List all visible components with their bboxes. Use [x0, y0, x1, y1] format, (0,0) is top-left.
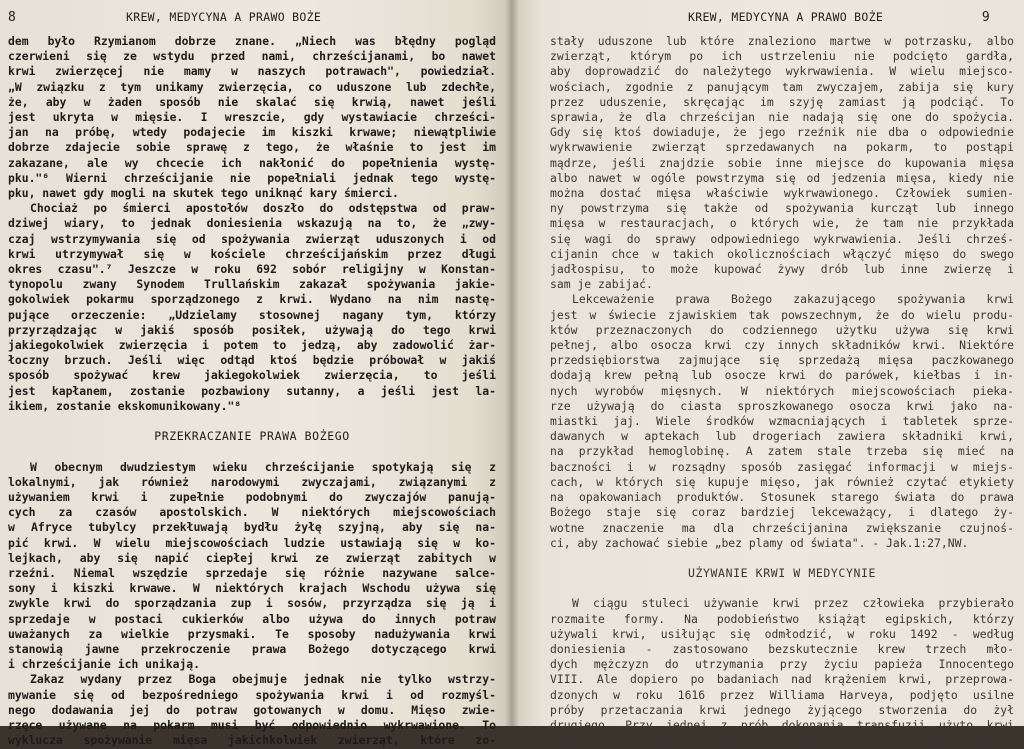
right-block1-line: któw przeznaczonych do codziennego użytku używa się krwi	[550, 322, 1014, 337]
left-block1-line: że, aby w żaden sposób nie skalać się krwią, nawet jeśli	[8, 94, 496, 109]
right-block1-line: cach, w których się kupuje mięso, jak również czytać etykiety	[550, 474, 1014, 489]
right-block2-line: VIII. Ale dopiero po badaniach nad krążeniem krwi, przeprowa-	[550, 672, 1014, 687]
left-block2-line: nego dodawania jej do potraw gotowanych w domu. Mięso zwie-	[8, 702, 496, 717]
left-block1-line: jest kapłanem, zostanie pozbawiony sutanny, a jeśli jest la-	[8, 383, 496, 398]
right-block2-line: używali krwi, usiłując się odmłodzić, w roku 1492 - według	[550, 626, 1014, 641]
left-block2-line: w Afryce tubylcy przekłuwają bydłu żyłę szyjną, aby się na-	[8, 520, 496, 535]
right-block2-line: próby przetaczania krwi jednego żyjącego stworzenia do żył	[550, 702, 1014, 717]
blank-spacer	[8, 414, 496, 429]
right-page-header	[550, 10, 1014, 34]
left-page-number: 8	[8, 10, 17, 25]
right-block1-line: Gdy się ktoś dowiaduje, że jego rzeźnik nie dba o odpowiednie	[550, 125, 1014, 140]
left-block1-line: tynopolu zwany Synodem Trullańskim zakazał spożywania jakie-	[8, 277, 496, 292]
blank-spacer	[550, 551, 1014, 566]
right-page-body	[550, 34, 1014, 749]
left-block1-line: dziwej wiary, to jednak doniesienia wskazują na to, że „zwy-	[8, 216, 496, 231]
right-block2-line: dzonych w roku 1616 przez Williama Harveya, podjęto usilne	[550, 687, 1014, 702]
left-block2-line: sony i kiszki krwawe. W niektórych krajach Wschodu używa się	[8, 581, 496, 596]
left-block1-line: zakazane, ale wy chcecie ich nakłonić do popełnienia wystę-	[8, 155, 496, 170]
right-running-title: KREW, MEDYCYNA A PRAWO BOŻE	[688, 10, 884, 24]
right-block2-line: jagnięcia z pozornie dobrymi wynikami, kiedy jednak później	[550, 733, 1014, 748]
left-block1-line: „W związku z tym unikamy zwierzęcia, co uduszone lub zdechłe,	[8, 79, 496, 94]
right-block1-line: baczności i w rozsądny sposób zasięgać informacji w miejs-	[550, 459, 1014, 474]
right-page-number: 9	[981, 10, 990, 25]
right-block1-line: jest w świecie zjawiskiem tak powszechnym, że do wielu produ-	[550, 307, 1014, 322]
left-block2-line: zwykle krwi do sporządzania zup i sosów, przyrządza się ją i	[8, 596, 496, 611]
left-block2-line: stanowią jawne przekroczenie prawa Bożego dotyczącego krwi	[8, 642, 496, 657]
left-block1-line: pujące orzeczenie: „Udzielamy stosownej nagany tym, którzy	[8, 307, 496, 322]
right-block1-line: przedsiębiorstwa zajmujące się sprzedażą mięsa paczkowanego	[550, 353, 1014, 368]
left-block2-line: lejkach, aby się napić ciepłej krwi ze zwierząt zabitych w	[8, 550, 496, 565]
right-block1-line: nych wyrobów mięsnych. W niektórych miejscowościach pieka-	[550, 383, 1014, 398]
left-block1-line: czaj wstrzymywania się od spożywania zwierząt uduszonych i od	[8, 231, 496, 246]
right-block1-line: ci, aby zachować siebie „bez plamy od świata". - Jak.1:27,NW.	[550, 535, 969, 550]
right-block1-line: rze używają do ciasta sproszkowanego osocza krwi jako na-	[550, 398, 1014, 413]
right-block1-line: cijanin chce w takich okolicznościach włączyć mięso do swego	[550, 246, 1014, 261]
left-block1-line: gokolwiek pokarmu sporządzonego z krwi. Wydano na nim nastę-	[8, 292, 496, 307]
left-block2-line: uważanych za wielkie przysmaki. Te sposoby nadużywania krwi	[8, 626, 496, 641]
left-block1-line: łoczny brzuch. Jeśli więc odtąd ktoś będzie próbował w jakiś	[8, 353, 496, 368]
left-block2-line: używaniem krwi i zupełnie podobnymi do zwyczajów panują-	[8, 490, 496, 505]
right-block1-line: ny powstrzyma się także od spożywania kurcząt lub innego	[550, 201, 1014, 216]
right-block1-line: stały uduszone lub które znaleziono martwe w potrzasku, albo	[550, 34, 1014, 48]
left-block2-line: pić krwi. W wielu miejscowościach ludzie ustawiają się w ko-	[8, 535, 496, 550]
right-block1-line: sam je zabijać.	[550, 277, 653, 292]
left-block2-line: sprzedaje w postaci cukierków albo używa do innych potraw	[8, 611, 496, 626]
right-block1-line: zwierząt, którym po ich ustrzeleniu nie podcięto gardła,	[550, 49, 1014, 64]
right-block2-line: drugiego. Przy jednej z prób dokonania transfuzji użyto krwi	[550, 718, 1014, 733]
right-block1-line: się wagi do sprawy odpowiedniego wykrwawienia. Jeśli chrześ-	[550, 231, 1014, 246]
right-block1-line: jadłospisu, to może kupować żywy drób lub inne zwierzę i	[550, 262, 1014, 277]
right-page	[512, 0, 1024, 748]
right-block1-line: na opakowaniach produktów. Stosunek starego świata do prawa	[550, 490, 1014, 505]
left-block1-line: sposób spożywać krew jakiegokolwiek zwierzęcia, to jeśli	[8, 368, 496, 383]
left-block2-line: rzeźni. Niemal wszędzie sprzedaje się różnie nazywane salce-	[8, 566, 496, 581]
left-block2-line: W obecnym dwudziestym wieku chrześcijanie spotykają się z	[30, 459, 496, 474]
left-block1-line: dem było Rzymianom dobrze znane. „Niech was błędny pogląd	[8, 34, 496, 48]
left-block2-line: rzęce używane na pokarm musi być odpowiednio wykrwawione. To	[8, 718, 496, 733]
right-block1-line: sprawia, że dla chrześcijan nie nadają się one do spożycia.	[550, 110, 1014, 125]
left-block1-line: pku, nawet gdy mogli na skutek tego uniknąć kary śmierci.	[8, 186, 399, 201]
right-block1-line: przez uduszenie, skręcając im szyję zamiast ją podciąć. To	[550, 94, 1014, 109]
right-block1-line: mądrze, jeśli znajdzie sobie inne miejsce do kupowania mięsa	[550, 155, 1014, 170]
left-block1-line: dobrze zdajecie sobie sprawę z tego, że właśnie to jest im	[8, 140, 496, 155]
right-block1-line: dodają krew pełną lub osocze krwi do parówek, kiełbas i in-	[550, 368, 1014, 383]
left-block1-line: jakiegokolwiek zwierzęcia i potem to jedzą, aby zadowolić żar-	[8, 338, 496, 353]
left-page	[0, 0, 512, 748]
right-block1-line: na przykład hemoglobinę. A zatem stale trzeba się mieć na	[550, 444, 1014, 459]
left-block1-line: przyrządzając w jakiś sposób posiłek, używają do tego krwi	[8, 322, 496, 337]
left-page-body	[8, 34, 496, 749]
left-block1-line: jest ukryta w mięsie. I wreszcie, gdy wystawiacie chrześci-	[8, 110, 496, 125]
blank-spacer	[8, 444, 496, 459]
left-block1-line: jan na próbę, wtedy podajecie im kiszki krwawe; niewątpliwie	[8, 125, 496, 140]
left-block1-line: pku."⁶ Wierni chrześcijanie nie popełniali jednak tego wystę-	[8, 170, 496, 185]
right-block1-line: Lekceważenie prawa Bożego zakazującego spożywania krwi	[572, 292, 1014, 307]
left-block2-line: wyklucza spożywanie mięsa jakichkolwiek zwierząt, które zo-	[8, 733, 496, 748]
right-block1-line: albo nawet w ogóle powstrzyma się od jedzenia mięsa, kiedy nie	[550, 170, 1014, 185]
left-block1-line: okres czasu".⁷ Jeszcze w roku 692 sobór religijny w Konstan-	[8, 262, 496, 277]
right-block1-line: pełnej, albo osocza krwi czy innych składników krwi. Niektóre	[550, 338, 1014, 353]
right-block1-line: mięsa w restauracjach, o których wie, że tam nie przykłada	[550, 216, 1014, 231]
blank-spacer	[550, 581, 1014, 596]
left-section-heading: PRZEKRACZANIE PRAWA BOŻEGO	[154, 429, 350, 444]
left-block2-line: cych za czasów apostolskich. W niektórych miejscowościach	[8, 505, 496, 520]
right-block1-line: aby doprowadzić do należytego wykrwawienia. W wielu miejsco-	[550, 64, 1014, 79]
right-block1-line: wykrwawienie zwierząt sprzedawanych na pokarm, to postąpi	[550, 140, 1014, 155]
left-block2-line: i chrześcijanie ich unikają.	[8, 657, 201, 672]
left-block1-line: krwi zwierzęcej nie mamy w naszych potrawach", powiedział.	[8, 64, 496, 79]
right-block1-line: można dostać mięsa właściwie wykrwawionego. Człowiek sumien-	[550, 186, 1014, 201]
right-block2-line: rozmaite formy. Na podobieństwo książąt egipskich, którzy	[550, 611, 1014, 626]
left-running-title: KREW, MEDYCYNA A PRAWO BOŻE	[126, 10, 322, 24]
right-block1-line: dawanych w aptekach lub drogeriach zawiera składniki krwi,	[550, 429, 1014, 444]
left-block1-line: Chociaż po śmierci apostołów doszło do odstępstwa od praw-	[30, 201, 496, 216]
left-block2-line: Zakaz wydany przez Boga obejmuje jednak nie tylko wstrzy-	[30, 672, 496, 687]
right-section-heading: UŻYWANIE KRWI W MEDYCYNIE	[687, 566, 877, 581]
left-block2-line: lokalnymi, jak również narodowymi zwyczajami, związanymi z	[8, 474, 496, 489]
right-block2-line: dych mężczyzn do utrzymania przy życiu papieża Innocentego	[550, 657, 1014, 672]
right-block1-line: miastki jaj. Wiele środków wzmacniających i tabletek sprze-	[550, 414, 1014, 429]
left-block1-line: czerwieni się ze wstydu przed nami, chrześcijanami, bo nawet	[8, 49, 496, 64]
left-block1-line: ikiem, zostanie ekskomunikowany."⁸	[8, 398, 242, 413]
left-block2-line: mywanie się od bezpośredniego spożywania krwi i od rozmyśl-	[8, 687, 496, 702]
right-block2-line: doniesienia - zastosowano bezskutecznie krew trzech mło-	[550, 642, 1014, 657]
book-gutter	[505, 0, 519, 726]
right-block1-line: wościach, zgodnie z panującym tam zwyczajem, zabija się kury	[550, 79, 1014, 94]
right-block1-line: Bożego staje się coraz bardziej lekceważący, i dlatego ży-	[550, 505, 1014, 520]
left-block1-line: krwi utrzymywał się w kościele chrześcijańskim przez długi	[8, 246, 496, 261]
right-block1-line: wotne znaczenie ma dla chrześcijanina zwiększanie czujnoś-	[550, 520, 1014, 535]
right-block2-line: W ciągu stuleci używanie krwi przez człowieka przybierało	[572, 596, 1014, 611]
left-page-header	[8, 10, 496, 34]
